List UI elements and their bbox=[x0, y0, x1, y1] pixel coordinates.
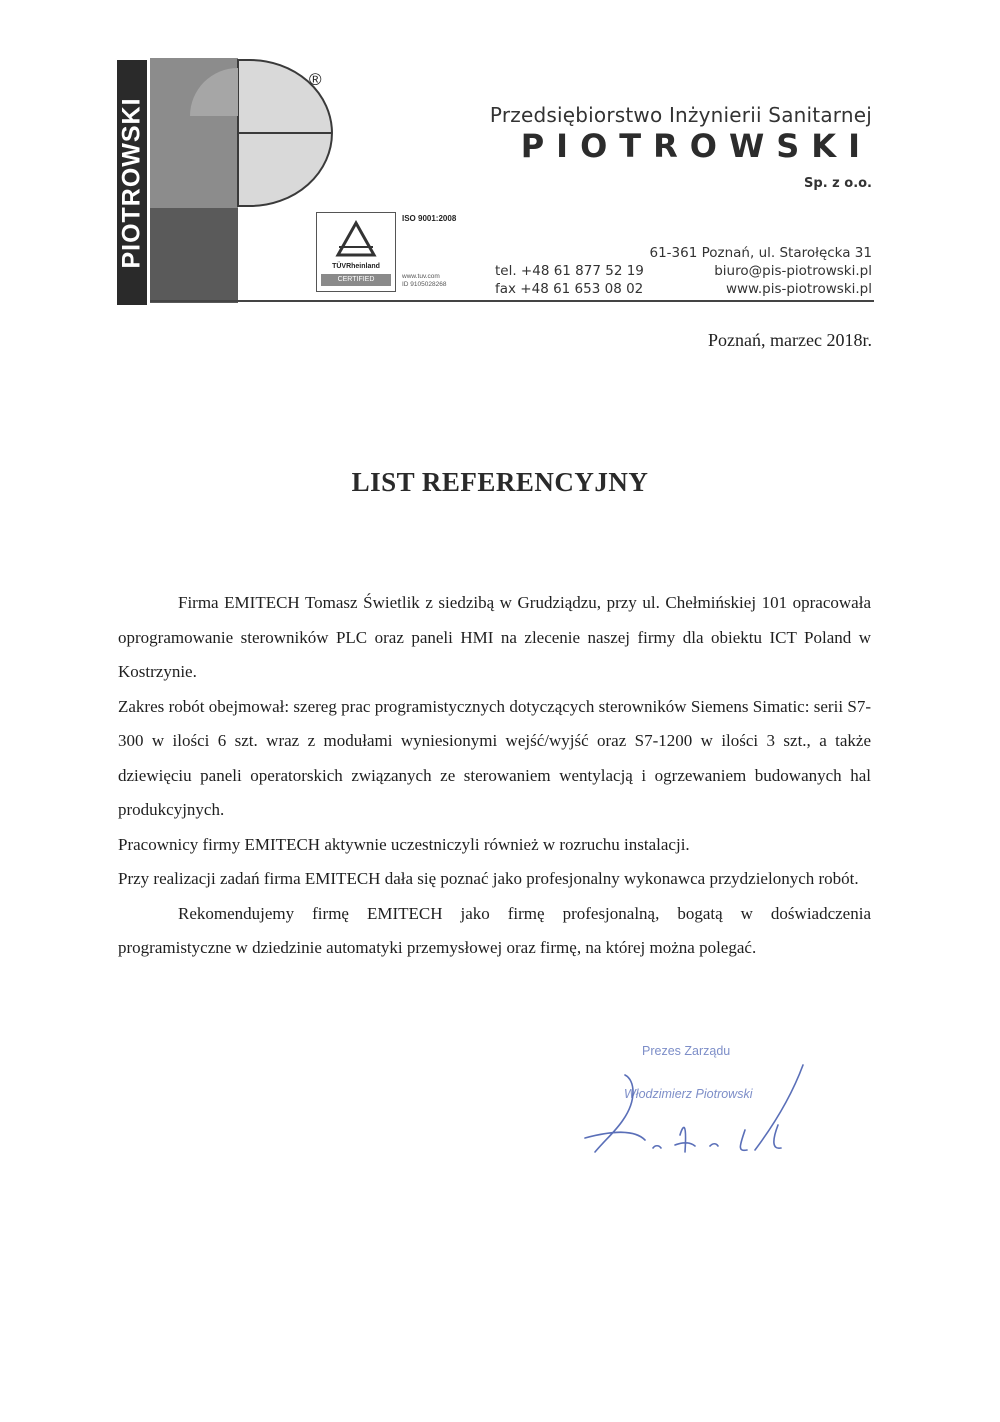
logo-vertical-text: PIOTROWSKI bbox=[117, 96, 146, 269]
paragraph: Firma EMITECH Tomasz Świetlik z siedzibą w Grudziądzu, przy ul. Chełmińskiej 101 opracowała oprogramowanie sterowników PLC oraz paneli HMI na zlecenie naszej firmy dla obiektu ICT Poland w Kostrzynie. bbox=[118, 593, 871, 681]
signatory-name: Włodzimierz Piotrowski bbox=[624, 1087, 753, 1101]
tuv-triangle-icon bbox=[317, 213, 395, 263]
header-divider bbox=[150, 300, 874, 302]
registered-trademark: ® bbox=[309, 70, 322, 89]
paragraph: Pracownicy firmy EMITECH aktywnie uczestniczyli również w rozruchu instalacji. bbox=[118, 834, 690, 854]
paragraph: Rekomendujemy firmę EMITECH jako firmę profesjonalną, bogatą w doświadczenia programistyczne w dziedzinie automatyki przemysłowej oraz firmę, na której można polegać. bbox=[118, 903, 871, 957]
tuv-body: TÜVRheinland bbox=[332, 263, 380, 270]
company-fax: fax +48 61 653 08 02 bbox=[495, 281, 644, 297]
company-address: 61-361 Poznań, ul. Starołęcka 31 bbox=[649, 245, 872, 261]
company-phone: tel. +48 61 877 52 19 bbox=[495, 263, 644, 279]
certificate-details bbox=[402, 273, 446, 289]
paragraph: Zakres robót obejmował: szereg prac programistycznych dotyczących sterowników Siemens Simatic: serii S7-300 w ilości 6 szt. wraz z modułami wyniesionymi wejść/wyjść oraz S7-1200 w ilości 3 szt., a także dziewięciu paneli operatorskich związanych ze sterowaniem wentylacją i ogrzewaniem budowanych hal produkcyjnych. bbox=[118, 696, 871, 819]
logo-vertical-band bbox=[117, 60, 147, 305]
iso-standard: ISO 9001:2008 bbox=[402, 214, 457, 223]
signatory-role: Prezes Zarządu bbox=[642, 1044, 731, 1058]
letter-body bbox=[118, 586, 871, 966]
company-logo-icon bbox=[150, 58, 335, 308]
company-legal-form: Sp. z o.o. bbox=[804, 176, 872, 191]
paragraph: Przy realizacji zadań firma EMITECH dała się poznać jako profesjonalny wykonawca przydzielonych robót. bbox=[118, 869, 859, 888]
certificate-website: www.tuv.com bbox=[402, 273, 440, 280]
handwritten-signature-icon bbox=[575, 1060, 815, 1170]
company-email: biuro@pis-piotrowski.pl bbox=[714, 263, 872, 279]
letter-date: Poznań, marzec 2018r. bbox=[708, 330, 872, 350]
certified-label: CERTIFIED bbox=[321, 274, 391, 286]
certificate-id: ID 9105028268 bbox=[402, 281, 447, 288]
company-description: Przedsiębiorstwo Inżynierii Sanitarnej bbox=[489, 103, 872, 127]
letter-title: LIST REFERENCYJNY bbox=[351, 467, 649, 497]
company-name: PIOTROWSKI bbox=[520, 127, 872, 165]
company-website: www.pis-piotrowski.pl bbox=[725, 281, 872, 297]
tuv-certificate-badge bbox=[316, 212, 396, 292]
